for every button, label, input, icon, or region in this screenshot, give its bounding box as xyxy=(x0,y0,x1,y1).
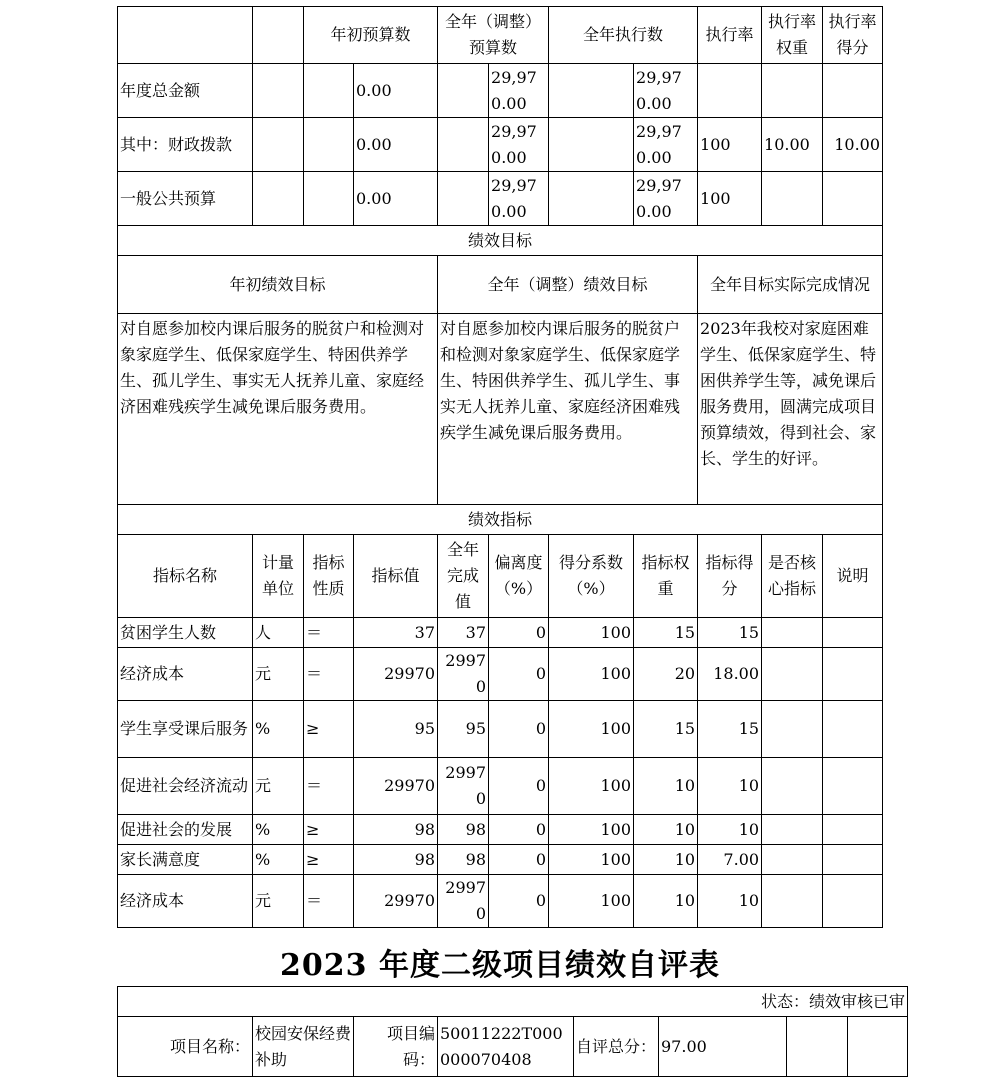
ind-deviation: 0 xyxy=(489,758,549,815)
budget-initial: 0.00 xyxy=(354,118,438,172)
ind-deviation: 0 xyxy=(489,875,549,928)
status-text: 状态：绩效审核已审 xyxy=(118,987,908,1017)
ind-unit: % xyxy=(253,815,304,845)
ind-name: 促进社会的发展 xyxy=(118,815,253,845)
budget-rate: 100 xyxy=(698,118,762,172)
indicator-row xyxy=(118,875,883,928)
header-execution-rate: 执行率 xyxy=(698,7,762,64)
ind-nature: ≥ xyxy=(304,815,354,845)
budget-adjusted: 29,970.00 xyxy=(489,64,549,118)
budget-adjusted: 29,970.00 xyxy=(489,118,549,172)
ind-header-name: 指标名称 xyxy=(118,535,253,618)
indicator-row xyxy=(118,815,883,845)
ind-core xyxy=(762,875,823,928)
indicator-row xyxy=(118,701,883,758)
ind-nature: ＝ xyxy=(304,758,354,815)
ind-name: 贫困学生人数 xyxy=(118,618,253,648)
ind-nature: ＝ xyxy=(304,875,354,928)
goals-adjusted-text: 对自愿参加校内课后服务的脱贫户和检测对象家庭学生、低保家庭学生、特困供养学生、孤儿学生、事实无人抚养儿童、家庭经济困难残疾学生减免课后服务费用。 xyxy=(438,314,698,505)
ind-name: 经济成本 xyxy=(118,648,253,701)
budget-row-label: 其中：财政拨款 xyxy=(118,118,253,172)
ind-unit: % xyxy=(253,701,304,758)
ind-actual: 98 xyxy=(438,815,489,845)
indicator-row xyxy=(118,758,883,815)
budget-rate: 100 xyxy=(698,172,762,226)
budget-row xyxy=(118,172,883,226)
ind-deviation: 0 xyxy=(489,845,549,875)
ind-unit: 元 xyxy=(253,875,304,928)
ind-note xyxy=(823,875,883,928)
ind-target: 98 xyxy=(354,845,438,875)
ind-score: 7.00 xyxy=(698,845,762,875)
project-code-label: 项目编码： xyxy=(354,1017,438,1077)
ind-actual: 29970 xyxy=(438,758,489,815)
budget-score xyxy=(823,172,883,226)
project-name: 校园安保经费补助 xyxy=(253,1017,354,1077)
budget-weight: 10.00 xyxy=(762,118,823,172)
ind-header-actual: 全年完成值 xyxy=(438,535,489,618)
ind-unit: % xyxy=(253,845,304,875)
ind-actual: 37 xyxy=(438,618,489,648)
ind-coefficient: 100 xyxy=(549,648,634,701)
budget-executed: 29,970.00 xyxy=(634,172,698,226)
ind-header-core: 是否核心指标 xyxy=(762,535,823,618)
header-adjusted-budget: 全年（调整）预算数 xyxy=(438,7,549,64)
ind-actual: 98 xyxy=(438,845,489,875)
ind-target: 29970 xyxy=(354,758,438,815)
ind-header-note: 说明 xyxy=(823,535,883,618)
ind-core xyxy=(762,758,823,815)
budget-cell-empty xyxy=(304,64,354,118)
ind-weight: 10 xyxy=(634,815,698,845)
ind-weight: 10 xyxy=(634,875,698,928)
ind-name: 促进社会经济流动 xyxy=(118,758,253,815)
ind-coefficient: 100 xyxy=(549,618,634,648)
ind-core xyxy=(762,648,823,701)
ind-nature: ≥ xyxy=(304,701,354,758)
ind-note xyxy=(823,758,883,815)
indicator-row xyxy=(118,648,883,701)
goals-adjusted-header: 全年（调整）绩效目标 xyxy=(438,256,698,314)
budget-cell-empty xyxy=(253,118,304,172)
indicator-row xyxy=(118,618,883,648)
ind-header-coefficient: 得分系数（%） xyxy=(549,535,634,618)
ind-note xyxy=(823,815,883,845)
ind-unit: 元 xyxy=(253,758,304,815)
ind-score: 18.00 xyxy=(698,648,762,701)
ind-name: 家长满意度 xyxy=(118,845,253,875)
ind-weight: 15 xyxy=(634,618,698,648)
header-initial-budget: 年初预算数 xyxy=(304,7,438,64)
project-code: 50011222T000000070408 xyxy=(438,1017,574,1077)
ind-header-score: 指标得分 xyxy=(698,535,762,618)
budget-cell-empty xyxy=(549,64,634,118)
ind-score: 10 xyxy=(698,815,762,845)
project-name-label: 项目名称： xyxy=(118,1017,253,1077)
ind-note xyxy=(823,701,883,758)
ind-unit: 元 xyxy=(253,648,304,701)
indicator-row xyxy=(118,845,883,875)
ind-coefficient: 100 xyxy=(549,758,634,815)
ind-weight: 10 xyxy=(634,758,698,815)
budget-cell-empty xyxy=(438,118,489,172)
ind-deviation: 0 xyxy=(489,815,549,845)
goals-initial-header: 年初绩效目标 xyxy=(118,256,438,314)
ind-core xyxy=(762,701,823,758)
ind-nature: ＝ xyxy=(304,648,354,701)
ind-name: 学生享受课后服务 xyxy=(118,701,253,758)
ind-coefficient: 100 xyxy=(549,815,634,845)
header-rate-weight: 执行率权重 xyxy=(762,7,823,64)
second-form-title: 2023 年度二级项目绩效自评表 xyxy=(280,948,720,983)
ind-core xyxy=(762,815,823,845)
ind-coefficient: 100 xyxy=(549,875,634,928)
ind-coefficient: 100 xyxy=(549,701,634,758)
ind-actual: 95 xyxy=(438,701,489,758)
budget-header-blank-2 xyxy=(253,7,304,64)
ind-deviation: 0 xyxy=(489,618,549,648)
goals-initial-text: 对自愿参加校内课后服务的脱贫户和检测对象家庭学生、低保家庭学生、特困供养学生、孤儿学生、事实无人抚养儿童、家庭经济困难残疾学生减免课后服务费用。 xyxy=(118,314,438,505)
ind-header-weight: 指标权重 xyxy=(634,535,698,618)
ind-score: 15 xyxy=(698,618,762,648)
budget-cell-empty xyxy=(253,172,304,226)
ind-header-deviation: 偏离度（%） xyxy=(489,535,549,618)
budget-cell-empty xyxy=(549,118,634,172)
header-rate-score: 执行率得分 xyxy=(823,7,883,64)
budget-cell-empty xyxy=(438,172,489,226)
self-score: 97.00 xyxy=(659,1017,787,1077)
ind-note xyxy=(823,845,883,875)
budget-cell-empty xyxy=(304,118,354,172)
ind-header-nature: 指标性质 xyxy=(304,535,354,618)
ind-weight: 10 xyxy=(634,845,698,875)
budget-initial: 0.00 xyxy=(354,64,438,118)
budget-executed: 29,970.00 xyxy=(634,118,698,172)
ind-name: 经济成本 xyxy=(118,875,253,928)
ind-score: 10 xyxy=(698,875,762,928)
budget-cell-empty xyxy=(304,172,354,226)
budget-row-label: 年度总金额 xyxy=(118,64,253,118)
goals-actual-text: 2023年我校对家庭困难学生、低保家庭学生、特困供养学生等，减免课后服务费用，圆满完成项目预算绩效，得到社会、家长、学生的好评。 xyxy=(698,314,883,505)
header-execution: 全年执行数 xyxy=(549,7,698,64)
ind-weight: 15 xyxy=(634,701,698,758)
ind-score: 15 xyxy=(698,701,762,758)
ind-target: 29970 xyxy=(354,875,438,928)
ind-coefficient: 100 xyxy=(549,845,634,875)
budget-executed: 29,970.00 xyxy=(634,64,698,118)
ind-weight: 20 xyxy=(634,648,698,701)
performance-table xyxy=(117,6,883,928)
ind-unit: 人 xyxy=(253,618,304,648)
budget-cell-empty xyxy=(438,64,489,118)
budget-row-label: 一般公共预算 xyxy=(118,172,253,226)
ind-target: 29970 xyxy=(354,648,438,701)
ind-deviation: 0 xyxy=(489,648,549,701)
budget-row xyxy=(118,118,883,172)
ind-target: 98 xyxy=(354,815,438,845)
ind-target: 95 xyxy=(354,701,438,758)
goals-actual-header: 全年目标实际完成情况 xyxy=(698,256,883,314)
budget-cell-empty xyxy=(253,64,304,118)
goals-section-title: 绩效目标 xyxy=(118,226,883,256)
ind-header-unit: 计量单位 xyxy=(253,535,304,618)
budget-rate xyxy=(698,64,762,118)
budget-initial: 0.00 xyxy=(354,172,438,226)
budget-adjusted: 29,970.00 xyxy=(489,172,549,226)
budget-weight xyxy=(762,172,823,226)
ind-core xyxy=(762,845,823,875)
budget-weight xyxy=(762,64,823,118)
ind-deviation: 0 xyxy=(489,701,549,758)
budget-score: 10.00 xyxy=(823,118,883,172)
ind-score: 10 xyxy=(698,758,762,815)
ind-actual: 29970 xyxy=(438,875,489,928)
ind-nature: ≥ xyxy=(304,845,354,875)
indicators-section-title: 绩效指标 xyxy=(118,505,883,535)
budget-header-blank xyxy=(118,7,253,64)
ind-actual: 29970 xyxy=(438,648,489,701)
ind-core xyxy=(762,618,823,648)
budget-cell-empty xyxy=(549,172,634,226)
second-form-table xyxy=(117,986,908,1077)
ind-nature: ＝ xyxy=(304,618,354,648)
ind-target: 37 xyxy=(354,618,438,648)
ind-note xyxy=(823,618,883,648)
ind-note xyxy=(823,648,883,701)
budget-row xyxy=(118,64,883,118)
budget-score xyxy=(823,64,883,118)
ind-header-target: 指标值 xyxy=(354,535,438,618)
self-score-label: 自评总分： xyxy=(574,1017,659,1077)
